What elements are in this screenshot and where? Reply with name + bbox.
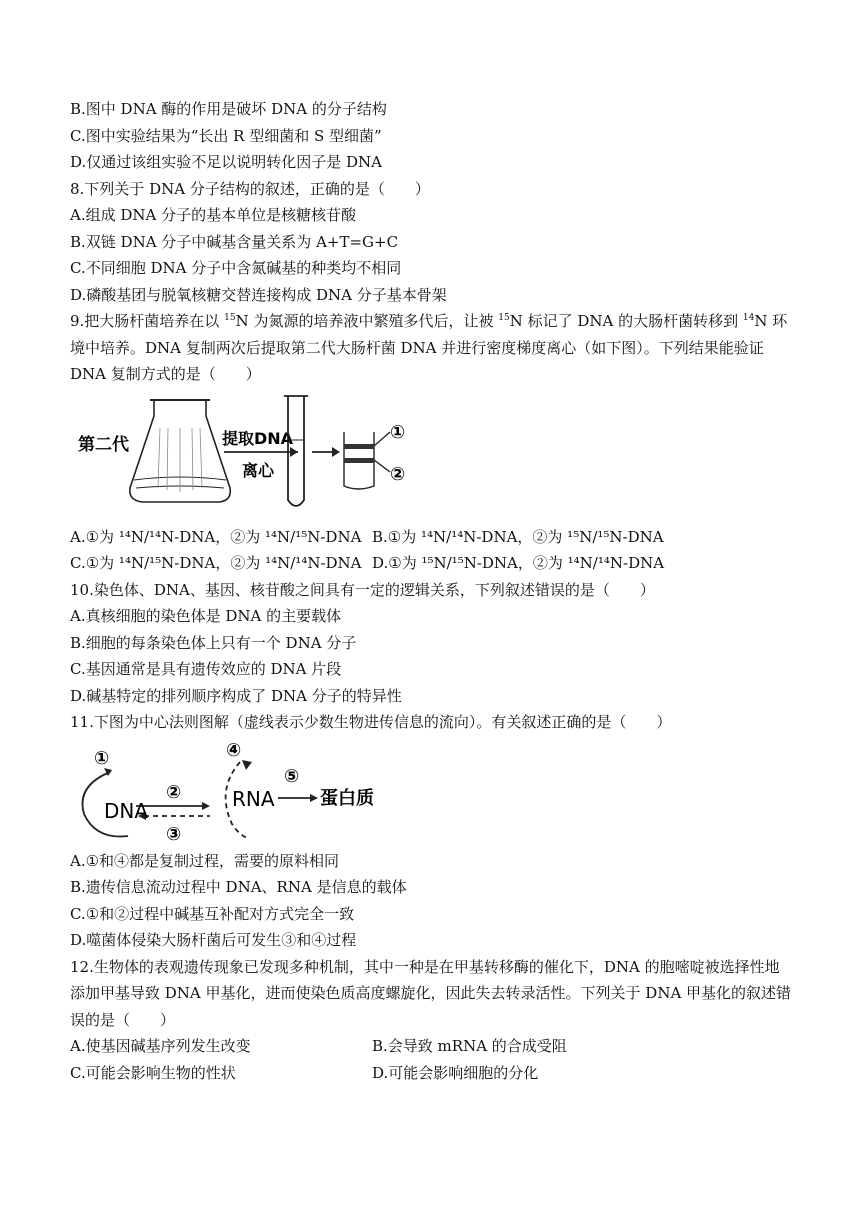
q12-stem: 12.生物体的表观遗传现象已发现多种机制，其中一种是在甲基转移酶的催化下，DNA 的胞嘧啶被选择性地添加甲基导致 DNA 甲基化，进而使染色质高度螺旋化，因此失去转录活性。下列关于 DNA 甲基化的叙述错误的是（ ） <box>70 957 792 1029</box>
q12-option-c: C.可能会影响生物的性状 <box>70 1063 236 1082</box>
q12-options-row-1 <box>70 1033 792 1060</box>
q10-option-d: D.碱基特定的排列顺序构成了 DNA 分子的特异性 <box>70 686 402 705</box>
band-1 <box>344 444 374 449</box>
band-2 <box>344 458 374 463</box>
q8-option-a: A.组成 DNA 分子的基本单位是核糖核苷酸 <box>70 206 357 224</box>
label-protein: 蛋白质 <box>320 787 374 809</box>
q12-option-d: D.可能会影响细胞的分化 <box>372 1063 539 1082</box>
exam-page <box>70 96 792 1086</box>
q12-options-row-2 <box>70 1060 792 1087</box>
band-mark-1: ① <box>390 421 406 443</box>
q8-option-b: B.双链 DNA 分子中碱基含量关系为 A+T=G+C <box>70 232 399 251</box>
q8-stem: 8.下列关于 DNA 分子结构的叙述，正确的是（ ） <box>70 179 430 198</box>
arrow-result-head <box>332 447 340 457</box>
figure-label-generation: 第二代 <box>78 434 129 455</box>
q8-option-d: D.磷酸基团与脱氧核糖交替连接构成 DNA 分子基本骨架 <box>70 285 447 304</box>
q10-option-b: B.细胞的每条染色体上只有一个 DNA 分子 <box>70 633 357 652</box>
central-dogma-figure <box>70 736 792 848</box>
label-2: ② <box>166 781 182 803</box>
q7-option-b: B.图中 DNA 酶的作用是破坏 DNA 的分子结构 <box>70 100 387 118</box>
band-mark-2: ② <box>390 463 406 485</box>
q8-option-c: C.不同细胞 DNA 分子中含氮碱基的种类均不相同 <box>70 259 402 277</box>
figure-label-extract: 提取DNA <box>222 428 294 448</box>
arrow-extract-head <box>290 447 298 457</box>
label-4: ④ <box>226 739 242 761</box>
q11-stem: 11.下图为中心法则图解（虚线表示少数生物进传信息的流向）。有关叙述正确的是（ ） <box>70 713 672 731</box>
q9-option-d: D.①为 ¹⁵N/¹⁵N-DNA，②为 ¹⁴N/¹⁴N-DNA <box>372 554 665 572</box>
q7-option-d: D.仅通过该组实验不足以说明转化因子是 DNA <box>70 153 383 171</box>
q9-option-b: B.①为 ¹⁴N/¹⁴N-DNA，②为 ¹⁵N/¹⁵N-DNA <box>372 527 664 546</box>
label-3: ③ <box>166 823 182 845</box>
q11-option-b: B.遗传信息流动过程中 DNA、RNA 是信息的载体 <box>70 878 407 896</box>
label-1: ① <box>94 747 110 769</box>
q11-option-c: C.①和②过程中碱基互补配对方式完全一致 <box>70 904 355 923</box>
label-5: ⑤ <box>284 765 300 787</box>
flask-drawing <box>130 400 231 502</box>
q12-option-b: B.会导致 mRNA 的合成受阻 <box>372 1037 567 1055</box>
q9-option-a: A.①为 ¹⁴N/¹⁴N-DNA，②为 ¹⁴N/¹⁵N-DNA <box>70 527 362 546</box>
q12-option-a: A.使基因碱基序列发生改变 <box>70 1037 251 1055</box>
label-rna: RNA <box>232 786 275 811</box>
q11-option-a: A.①和④都是复制过程，需要的原料相同 <box>70 851 340 870</box>
q9-option-c: C.①为 ¹⁴N/¹⁵N-DNA，②为 ¹⁴N/¹⁴N-DNA <box>70 554 362 572</box>
result-tube <box>344 432 390 489</box>
q9-options-row-2 <box>70 550 792 577</box>
q9-options-row-1 <box>70 524 792 551</box>
q10-option-a: A.真核细胞的染色体是 DNA 的主要载体 <box>70 607 342 625</box>
q9-stem: 9.把大肠杆菌培养在以 $^{15}$N 为氮源的培养液中繁殖多代后，让被 $^{15}$N 标记了 DNA 的大肠杆菌转移到 $^{14}$N 环境中培养。DNA 复制两次后提取第二代大肠杆菌 DNA 并进行密度梯度离心（如下图）。下列结果能验证 DNA 复制方式的是（ ） <box>70 312 788 383</box>
q10-option-c: C.基因通常是具有遗传效应的 DNA 片段 <box>70 660 342 678</box>
q11-option-d: D.噬菌体侵染大肠杆菌后可发生③和④过程 <box>70 931 357 949</box>
q7-option-c: C.图中实验结果为“长出 R 型细菌和 S 型细菌” <box>70 126 382 145</box>
q10-stem: 10.染色体、DNA、基因、核苷酸之间具有一定的逻辑关系，下列叙述错误的是（ ） <box>70 580 655 599</box>
label-dna: DNA <box>104 798 149 823</box>
figure-label-centrifuge: 离心 <box>242 460 275 480</box>
centrifuge-figure <box>70 388 792 524</box>
